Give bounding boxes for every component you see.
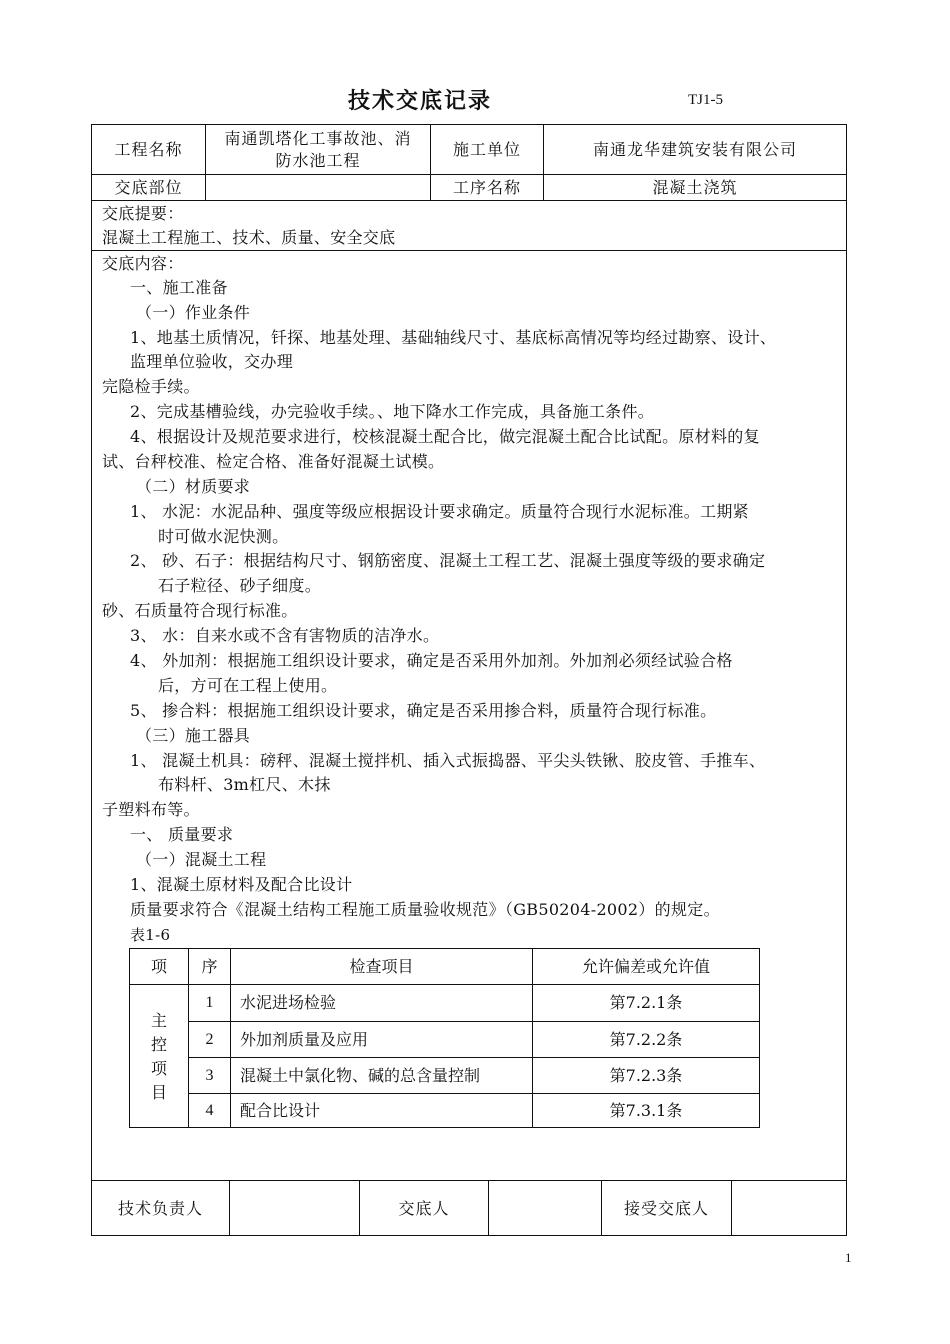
content-line: 子塑料布等。 bbox=[102, 800, 200, 819]
tech-lead-signature bbox=[230, 1181, 359, 1236]
header-group: 项 bbox=[150, 956, 167, 976]
content-line: 4、根据设计及规范要求进行，校核混凝土配合比，做完混凝土配合比试配。原材料的复 bbox=[130, 427, 760, 446]
group-label-main-control bbox=[130, 985, 188, 1129]
content-line: 完隐检手续。 bbox=[102, 377, 200, 396]
content-line: 后，方可在工程上使用。 bbox=[158, 676, 338, 695]
receiver-label: 接受交底人 bbox=[623, 1198, 709, 1218]
group-label-char: 控 bbox=[150, 1035, 167, 1054]
content-line: 3、 水：自来水或不含有害物质的洁净水。 bbox=[130, 626, 440, 645]
table-row-item: 外加剂质量及应用 bbox=[240, 1029, 369, 1049]
subsection-heading: （二）材质要求 bbox=[136, 477, 251, 496]
inspection-table bbox=[129, 948, 760, 1128]
project-name-value bbox=[206, 125, 430, 174]
group-label-char: 目 bbox=[150, 1083, 167, 1102]
group-label-char: 主 bbox=[150, 1011, 167, 1030]
process-label: 工序名称 bbox=[452, 177, 521, 197]
table-row-number: 1 bbox=[205, 994, 214, 1011]
table-row-number: 4 bbox=[205, 1101, 214, 1119]
project-name-label: 工程名称 bbox=[114, 139, 183, 159]
content-line: 石子粒径、砂子细度。 bbox=[158, 576, 322, 595]
form-code: TJ1-5 bbox=[688, 92, 723, 108]
table-row-value: 第7.2.1条 bbox=[609, 993, 683, 1012]
group-label-char: 项 bbox=[150, 1059, 167, 1078]
page-number: 1 bbox=[845, 1250, 852, 1265]
table-row-value: 第7.2.2条 bbox=[609, 1029, 683, 1049]
table-row-item: 配合比设计 bbox=[240, 1100, 321, 1120]
subsection-heading: （三）施工器具 bbox=[136, 726, 251, 745]
presenter-signature bbox=[489, 1181, 601, 1236]
header-check-item: 检查项目 bbox=[349, 956, 414, 976]
section-heading: 一、施工准备 bbox=[130, 278, 228, 297]
content-line: 1、地基土质情况，钎探、地基处理、基础轴线尺寸、基底标高情况等均经过勘察、设计、 bbox=[130, 328, 777, 347]
header-number: 序 bbox=[201, 956, 218, 976]
document-title: 技术交底记录 bbox=[347, 88, 492, 114]
table-row-item: 混凝土中氯化物、碱的总含量控制 bbox=[240, 1065, 481, 1085]
construction-unit-value: 南通龙华建筑安装有限公司 bbox=[592, 139, 797, 159]
row-divider bbox=[92, 250, 846, 251]
presenter-label: 交底人 bbox=[398, 1198, 450, 1218]
part-label: 交底部位 bbox=[114, 177, 183, 197]
table-row-value: 第7.2.3条 bbox=[609, 1065, 683, 1085]
content-line: 1、 混凝土机具：磅秤、混凝土搅拌机、插入式振捣器、平尖头铁锹、胶皮管、手推车、 bbox=[130, 751, 766, 770]
part-value bbox=[206, 175, 430, 200]
project-name-line: 南通凯塔化工事故池、消 bbox=[224, 128, 412, 148]
process-value: 混凝土浇筑 bbox=[652, 177, 738, 197]
table-caption: 表1-6 bbox=[130, 926, 171, 944]
table-row-number: 2 bbox=[205, 1030, 214, 1048]
content-label: 交底内容： bbox=[102, 254, 184, 273]
content-line: 5、 掺合料：根据施工组织设计要求，确定是否采用掺合料，质量符合现行标准。 bbox=[130, 701, 717, 720]
row-divider bbox=[92, 200, 846, 201]
content-line: 2、 砂、石子：根据结构尺寸、钢筋密度、混凝土工程工艺、混凝土强度等级的要求确定 bbox=[130, 551, 766, 570]
content-line: 试、台秤校准、检定合格、准备好混凝土试模。 bbox=[102, 452, 445, 471]
project-name-line: 防水池工程 bbox=[275, 150, 361, 170]
table-row-number: 3 bbox=[205, 1066, 214, 1084]
construction-unit-label: 施工单位 bbox=[452, 139, 521, 159]
content-line: 布料杆、3m杠尺、木抹 bbox=[158, 775, 331, 794]
summary-label: 交底提要： bbox=[102, 204, 184, 223]
content-line: 监理单位验收，交办理 bbox=[130, 352, 294, 371]
content-line: 4、 外加剂：根据施工组织设计要求，确定是否采用外加剂。外加剂必须经试验合格 bbox=[130, 651, 733, 670]
summary-text: 混凝土工程施工、技术、质量、安全交底 bbox=[102, 228, 396, 247]
content-line: 2、完成基槽验线，办完验收手续。、地下降水工作完成，具备施工条件。 bbox=[130, 402, 655, 421]
header-allowance: 允许偏差或允许值 bbox=[581, 956, 710, 976]
section-heading: 一、 质量要求 bbox=[130, 825, 234, 844]
subsection-heading: （一）混凝土工程 bbox=[136, 850, 267, 869]
content-line: 1、混凝土原材料及配合比设计 bbox=[130, 875, 353, 894]
content-line: 时可做水泥快测。 bbox=[158, 527, 289, 546]
receiver-signature bbox=[732, 1181, 846, 1236]
subsection-heading: （一）作业条件 bbox=[136, 303, 251, 322]
content-line: 1、 水泥：水泥品种、强度等级应根据设计要求确定。质量符合现行水泥标准。工期紧 bbox=[130, 502, 749, 521]
table-row-value: 第7.3.1条 bbox=[609, 1100, 683, 1120]
content-line: 砂、石质量符合现行标准。 bbox=[102, 601, 298, 620]
table-row-item: 水泥进场检验 bbox=[240, 993, 337, 1012]
tech-lead-label: 技术负责人 bbox=[117, 1198, 203, 1218]
content-line: 质量要求符合《混凝土结构工程施工质量验收规范》（GB50204-2002）的规定。 bbox=[130, 900, 720, 919]
